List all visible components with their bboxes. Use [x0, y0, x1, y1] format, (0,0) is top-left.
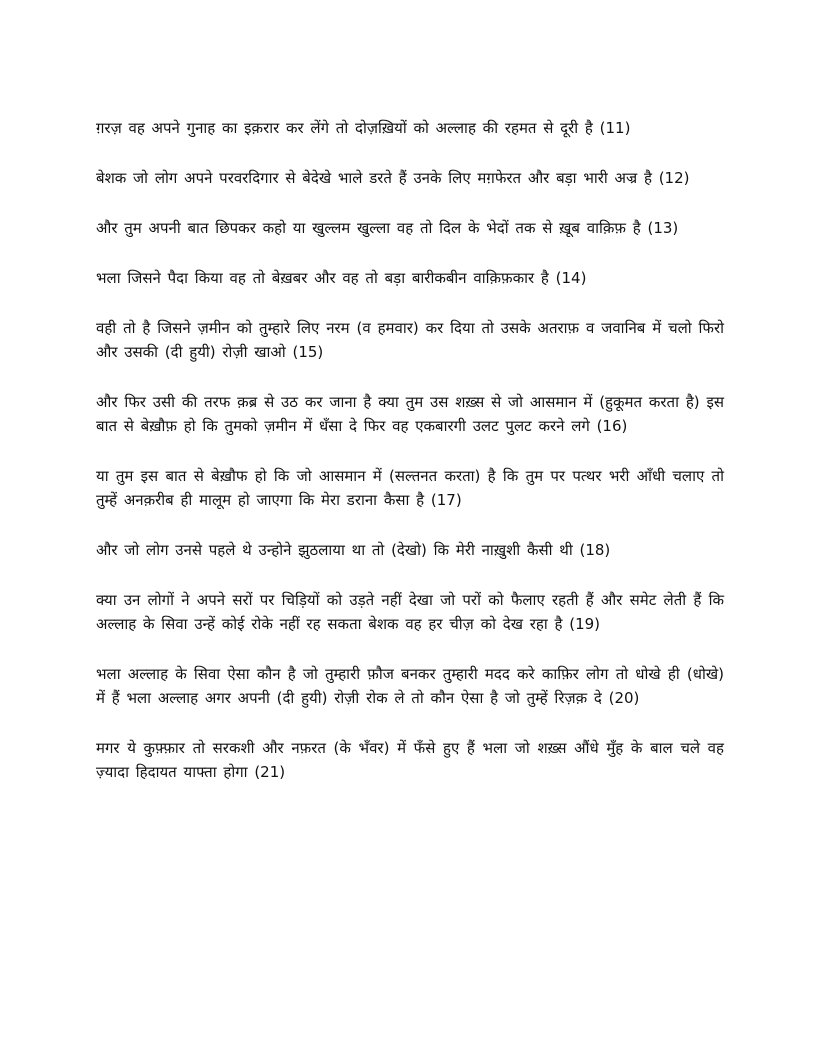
verse-paragraph-15: वही तो है जिसने ज़मीन को तुम्हारे लिए नरम (व हमवार) कर दिया तो उसके अतराफ़ व जवानिब में चलो फिरो और उसकी (दी हुयी) रोज़ी खाओ (15) — [96, 319, 724, 361]
verse-paragraph-18: और जो लोग उनसे पहले थे उन्होने झुठलाया था तो (देखो) कि मेरी नाख़ुशी कैसी थी (18) — [96, 541, 611, 559]
verse-paragraph-14: भला जिसने पैदा किया वह तो बेख़बर और वह तो बड़ा बारीकबीन वाक़िफ़कार है (14) — [96, 269, 587, 287]
verse-paragraph-12: बेशक जो लोग अपने परवरदिगार से बेदेखे भाले डरते हैं उनके लिए मग़फेरत और बड़ा भारी अज्र है (12) — [96, 169, 690, 187]
document-body — [96, 116, 724, 810]
verse-paragraph-11: ग़रज़ वह अपने गुनाह का इक़रार कर लेंगे तो दोज़ख़ियों को अल्लाह की रहमत से दूरी है (11) — [96, 119, 631, 137]
verse-paragraph-19: क्या उन लोगों ने अपने सरों पर चिड़ियों को उड़ते नहीं देखा जो परों को फैलाए रहती हैं और समेट लेती हैं कि अल्लाह के सिवा उन्हें कोई रोके नहीं रह सकता बेशक वह हर चीज़ को देख रहा है (19) — [96, 591, 724, 633]
verse-paragraph-20: भला अल्लाह के सिवा ऐसा कौन है जो तुम्हारी फ़ौज बनकर तुम्हारी मदद करे काफ़िर लोग तो धोखे ही (धोखे) में हैं भला अल्लाह अगर अपनी (दी हुयी) रोज़ी रोक ले तो कौन ऐसा है जो तुम्हें रिज़क़ दे (20) — [96, 665, 724, 707]
verse-paragraph-21: मगर ये कुफ़्फ़ार तो सरकशी और नफ़रत (के भँवर) में फँसे हुए हैं भला जो शख़्स औंधे मुँह के बाल चले वह ज़्यादा हिदायत याफ्ता होगा (21) — [96, 739, 724, 781]
verse-paragraph-16: और फिर उसी की तरफ क़ब्र से उठ कर जाना है क्या तुम उस शख़्स से जो आसमान में (हुकूमत करता है) इस बात से बेख़ौफ़ हो कि तुमको ज़मीन में धँसा दे फिर वह एकबारगी उलट पुलट करने लगे (16) — [96, 393, 724, 435]
verse-paragraph-17: या तुम इस बात से बेख़ौफ हो कि जो आसमान में (सल्तनत करता) है कि तुम पर पत्थर भरी आँधी चलाए तो तुम्हें अनक़रीब ही मालूम हो जाएगा कि मेरा डराना कैसा है (17) — [96, 467, 724, 509]
verse-paragraph-13: और तुम अपनी बात छिपकर कहो या खुल्लम खुल्ला वह तो दिल के भेदों तक से ख़ूब वाक़िफ़ है (13) — [96, 219, 679, 237]
